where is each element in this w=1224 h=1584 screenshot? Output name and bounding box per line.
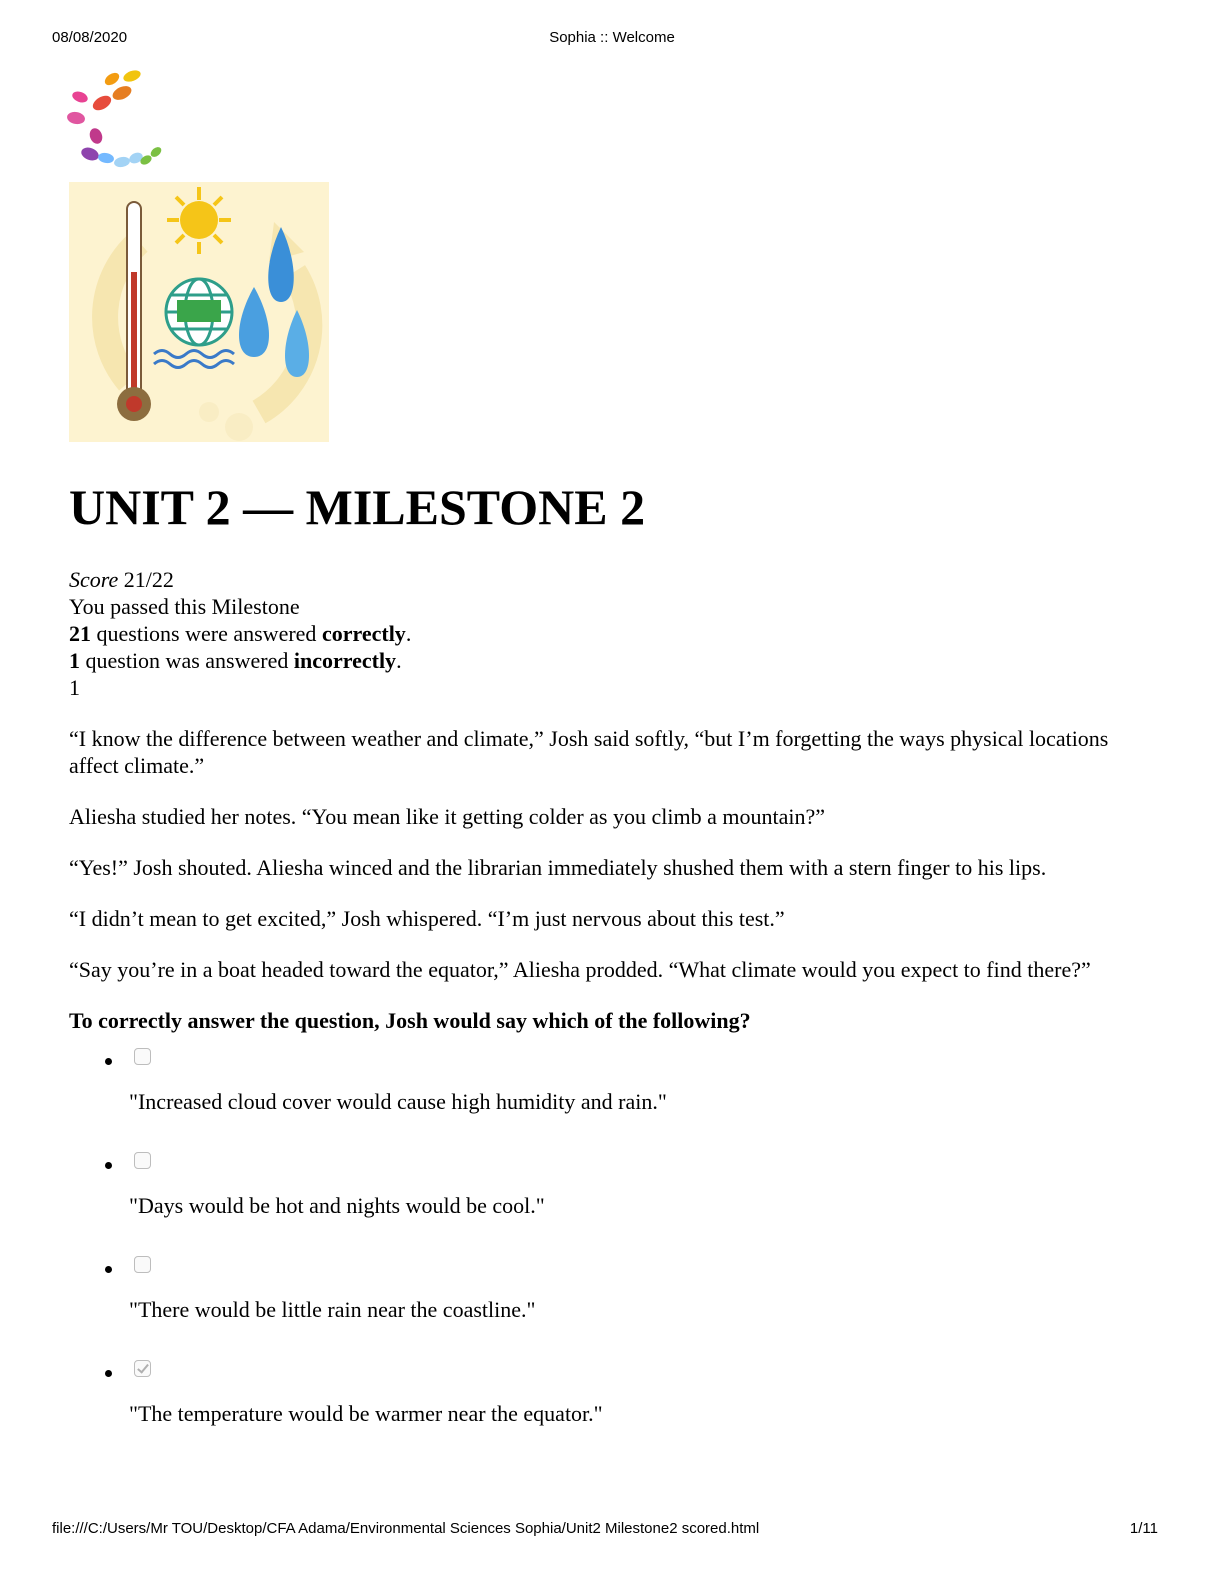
answer-option [69,1360,1159,1464]
passage-paragraph: “Say you’re in a boat headed toward the equator,” Aliesha prodded. “What climate would you expect to find there?” [69,957,1091,982]
incorrect-count: 1 [69,648,80,673]
answer-option-text: "Days would be hot and nights would be cool." [129,1193,545,1218]
sophia-logo-icon [66,66,166,176]
correct-summary [69,620,1159,647]
answer-option-text: "There would be little rain near the coastline." [129,1297,536,1322]
question-passage [69,725,1159,983]
score-label: Score [69,567,119,592]
answer-option-text: "Increased cloud cover would cause high humidity and rain." [129,1089,667,1114]
answer-option-text: "The temperature would be warmer near the equator." [129,1401,603,1426]
answer-checkbox-checked[interactable] [134,1360,151,1377]
print-footer [52,1520,1158,1540]
print-url: file:///C:/Users/Mr TOU/Desktop/CFA Adama/Environmental Sciences Sophia/Unit2 Milestone2 scored.html [52,1520,760,1537]
question-number: 1 [69,675,80,700]
bullet-icon [105,1058,112,1065]
print-date: 08/08/2020 [52,29,128,46]
incorrect-word: incorrectly [293,648,397,673]
score-value: 21/22 [123,567,174,592]
print-page-title: Sophia :: Welcome [549,29,675,46]
answer-checkbox[interactable] [134,1152,151,1169]
incorrect-text: question was answered [80,648,294,673]
question-prompt: To correctly answer the question, Josh would say which of the following? [69,1008,751,1033]
correct-count: 21 [69,621,91,646]
passage-paragraph: “Yes!” Josh shouted. Aliesha winced and the librarian immediately shushed them with a stern finger to his lips. [69,855,1047,880]
score-line [69,566,1159,593]
correct-text: questions were answered [91,621,322,646]
print-page-number: 1/11 [1129,1520,1158,1537]
answer-options [69,1048,1159,1464]
passage-paragraph: “I know the difference between weather and climate,” Josh said softly, “but I’m forgetting the ways physical locations affect climate.” [69,726,1109,778]
bullet-icon [105,1370,112,1377]
correct-word: correctly [321,621,406,646]
answer-checkbox[interactable] [134,1048,151,1065]
page-title: UNIT 2 — MILESTONE 2 [69,479,646,535]
correct-period: . [405,621,412,646]
incorrect-summary [69,647,1159,674]
answer-option [69,1048,1159,1152]
milestone-content [69,566,1159,1464]
passage-paragraph: Aliesha studied her notes. “You mean like it getting colder as you climb a mountain?” [69,804,825,829]
bullet-icon [105,1266,112,1273]
bullet-icon [105,1162,112,1169]
answer-checkbox[interactable] [134,1256,151,1273]
incorrect-period: . [396,648,402,673]
score-summary [69,566,1159,701]
answer-option [69,1152,1159,1256]
climate-illustration-icon [69,182,329,442]
passage-paragraph: “I didn’t mean to get excited,” Josh whispered. “I’m just nervous about this test.” [69,906,785,931]
print-header [52,29,1172,49]
pass-status: You passed this Milestone [69,594,300,619]
answer-option [69,1256,1159,1360]
